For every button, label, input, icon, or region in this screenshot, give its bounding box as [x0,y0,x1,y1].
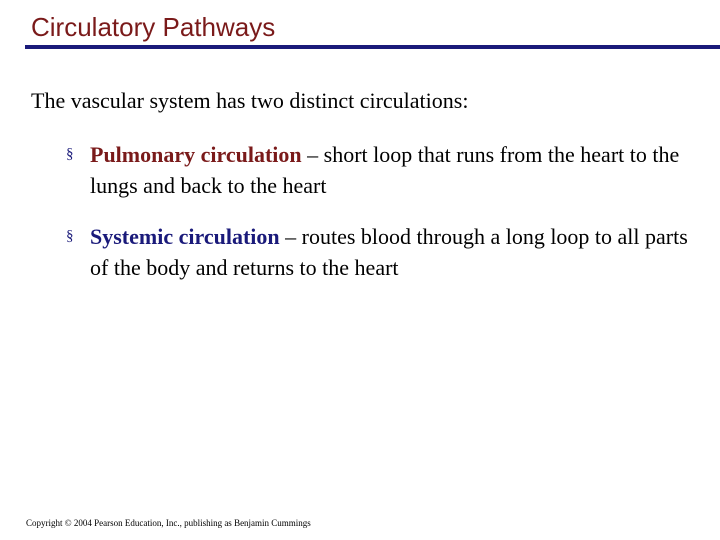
systemic-description: – routes blood through a long loop to all parts of the body and returns to the heart [90,224,688,280]
copyright-notice: Copyright © 2004 Pearson Education, Inc., publishing as Benjamin Cummings [26,518,311,528]
bullet-marker-icon: § [66,146,74,162]
slide-title: Circulatory Pathways [31,12,276,42]
bullet-item-pulmonary [66,139,696,201]
bullet-item-systemic [66,221,696,283]
bullet-marker-icon: § [66,228,74,244]
title-underline [25,45,720,49]
systemic-term: Systemic circulation [90,224,280,249]
pulmonary-description: – short loop that runs from the heart to the lungs and back to the heart [90,142,680,198]
intro-text: The vascular system has two distinct circulations: [31,88,469,113]
bullet-text [90,221,696,283]
pulmonary-term: Pulmonary circulation [90,142,302,167]
bullet-text [90,139,696,201]
